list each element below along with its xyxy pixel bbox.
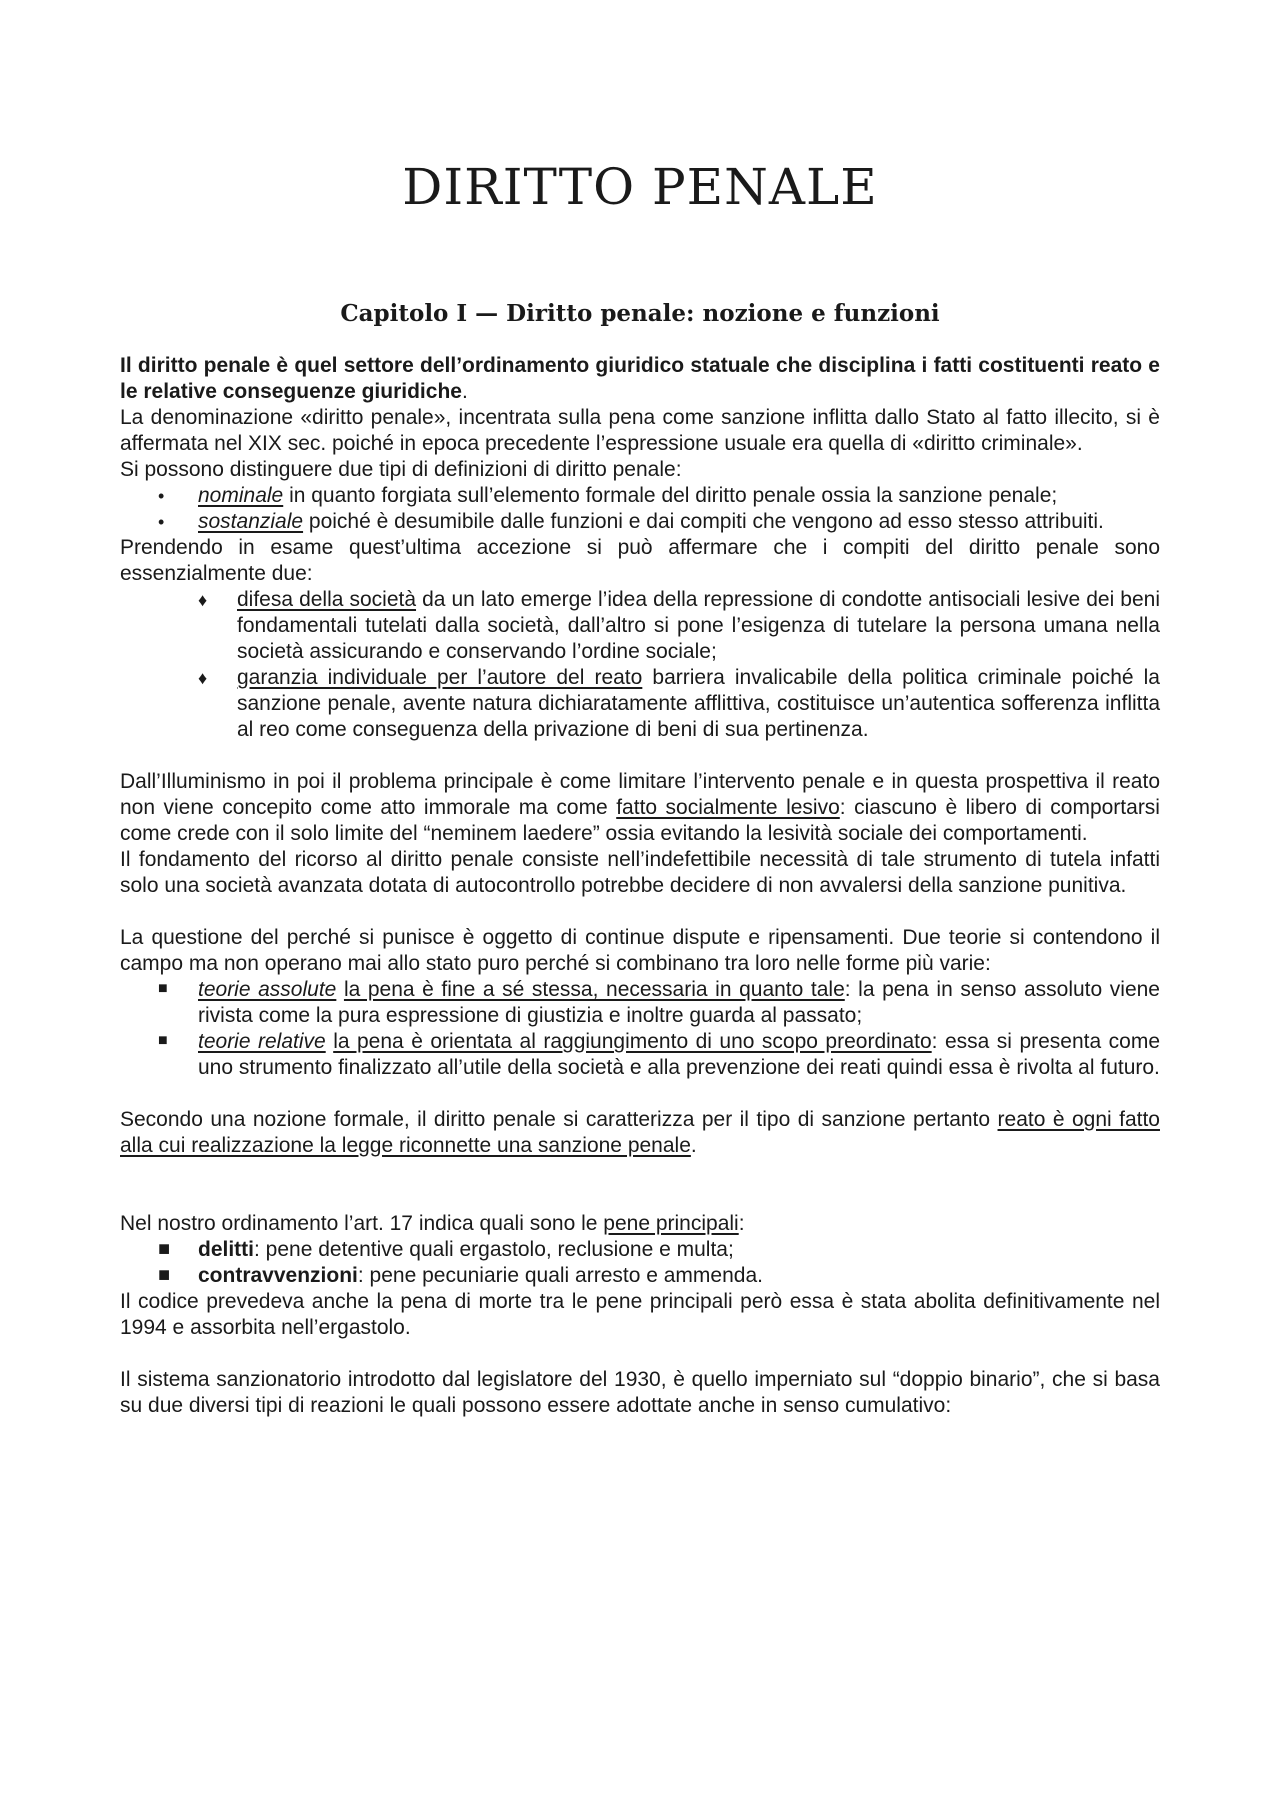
term: sostanziale [198,510,304,533]
document-title: DIRITTO PENALE [402,158,878,216]
diamond-bullet-icon: ♦ [198,668,208,688]
list-item: • nominale in quanto forgiata sull’elemento formale del diritto penale ossia la sanzione penale; [158,484,1058,507]
document-body [120,353,1160,1419]
bullet-icon: • [158,486,165,506]
compiti-paragraph: Prendendo in esame quest’ultima accezione si può affermare che i compiti del diritto penale sono essenzialmente due: [120,536,1160,585]
term: difesa della società [237,588,417,611]
list-item: ■ contravvenzioni: pene pecuniarie quali arresto e ammenda. [158,1264,763,1287]
term: nominale [198,484,284,507]
term: teorie relative [198,1030,326,1053]
definizioni-paragraph: Si possono distinguere due tipi di definizioni di diritto penale: [120,458,682,481]
term: contravvenzioni [198,1264,358,1287]
questione-paragraph: La questione del perché si punisce è oggetto di continue dispute e ripensamenti. Due teorie si contendono il campo ma non operano mai allo stato puro perché si combinano tra loro nelle forme più varie: [120,926,1160,975]
definizioni-list [120,483,1160,535]
square-bullet-icon: ■ [158,1264,171,1286]
compiti-list [120,587,1160,743]
diamond-bullet-icon: ♦ [198,590,208,610]
list-item: • sostanziale poiché è desumibile dalle funzioni e dai compiti che vengono ad esso stesso attribuiti. [158,510,1104,533]
nozione-paragraph: Secondo una nozione formale, il diritto penale si caratterizza per il tipo di sanzione pertanto reato è ogni fatto alla cui realizzazione la legge riconnette una sanzione penale. [120,1108,1160,1157]
chapter-heading: Capitolo I — Diritto penale: nozione e funzioni [340,300,940,327]
intro-definition: Il diritto penale è quel settore dell’ordinamento giuridico statuale che disciplina i fatti costituenti reato e le relative conseguenze giuridiche [120,354,1160,403]
fondamento-paragraph: Il fondamento del ricorso al diritto penale consiste nell’indefettibile necessità di tale strumento di tutela infatti solo una società avanzata dotata di autocontrollo potrebbe decidere di non avvalersi della sanzione punitiva. [120,848,1160,897]
teorie-list [120,977,1160,1081]
list-item: ■ teorie relative la pena è orientata al raggiungimento di uno scopo preordinato: essa si presenta come uno strumento finalizzato all’utile della società e alla prevenzione dei reati quindi essa è rivolta al futuro. [158,1030,1160,1079]
intro-paragraph: Il diritto penale è quel settore dell’ordinamento giuridico statuale che disciplina i fatti costituenti reato e le relative conseguenze giuridiche. [120,354,1160,403]
term: garanzia individuale per l’autore del reato [237,666,643,689]
list-item: ■ teorie assolute la pena è fine a sé stessa, necessaria in quanto tale: la pena in senso assoluto viene rivista come la pura espressione di giustizia e inoltre guarda al passato; [158,978,1160,1027]
square-bullet-icon: ■ [158,1032,168,1049]
list-item: ■ delitti: pene detentive quali ergastolo, reclusione e multa; [158,1238,734,1261]
bullet-icon: • [158,512,165,532]
pene-list [120,1237,1160,1289]
denominazione-paragraph: La denominazione «diritto penale», incentrata sulla pena come sanzione inflitta dallo Stato al fatto illecito, si è affermata nel XIX sec. poiché in epoca precedente l’espressione usuale era quella di «diritto criminale». [120,406,1160,455]
term: teorie assolute [198,978,337,1001]
list-item: ♦ garanzia individuale per l’autore del reato barriera invalicabile della politica criminale poiché la sanzione penale, avente natura dichiaratamente afflittiva, costituisce un’autentica sofferenza inflitta al reo come conseguenza della privazione di beni di sua pertinenza. [198,666,1160,741]
term: delitti [198,1238,254,1261]
square-bullet-icon: ■ [158,1238,171,1260]
art17-paragraph: Nel nostro ordinamento l’art. 17 indica quali sono le pene principali: [120,1212,745,1235]
codice-paragraph: Il codice prevedeva anche la pena di morte tra le pene principali però essa è stata abolita definitivamente nel 1994 e assorbita nell’ergastolo. [120,1290,1160,1339]
sistema-paragraph: Il sistema sanzionatorio introdotto dal legislatore del 1930, è quello imperniato sul “doppio binario”, che si basa su due diversi tipi di reazioni le quali possono essere adottate anche in senso cumulativo: [120,1368,1160,1417]
list-item: ♦ difesa della società da un lato emerge l’idea della repressione di condotte antisociali lesive dei beni fondamentali tutelati dalla società, dall’altro si pone l’esigenza di tutelare la persona umana nella società assicurando e conservando l’ordine sociale; [198,588,1160,663]
illuminismo-paragraph: Dall’Illuminismo in poi il problema principale è come limitare l’intervento penale e in questa prospettiva il reato non viene concepito come atto immorale ma come fatto socialmente lesivo: ciascuno è libero di comportarsi come crede con il solo limite del “neminem laedere” ossia evitando la lesività sociale dei comportamenti. [120,770,1160,845]
square-bullet-icon: ■ [158,980,168,997]
